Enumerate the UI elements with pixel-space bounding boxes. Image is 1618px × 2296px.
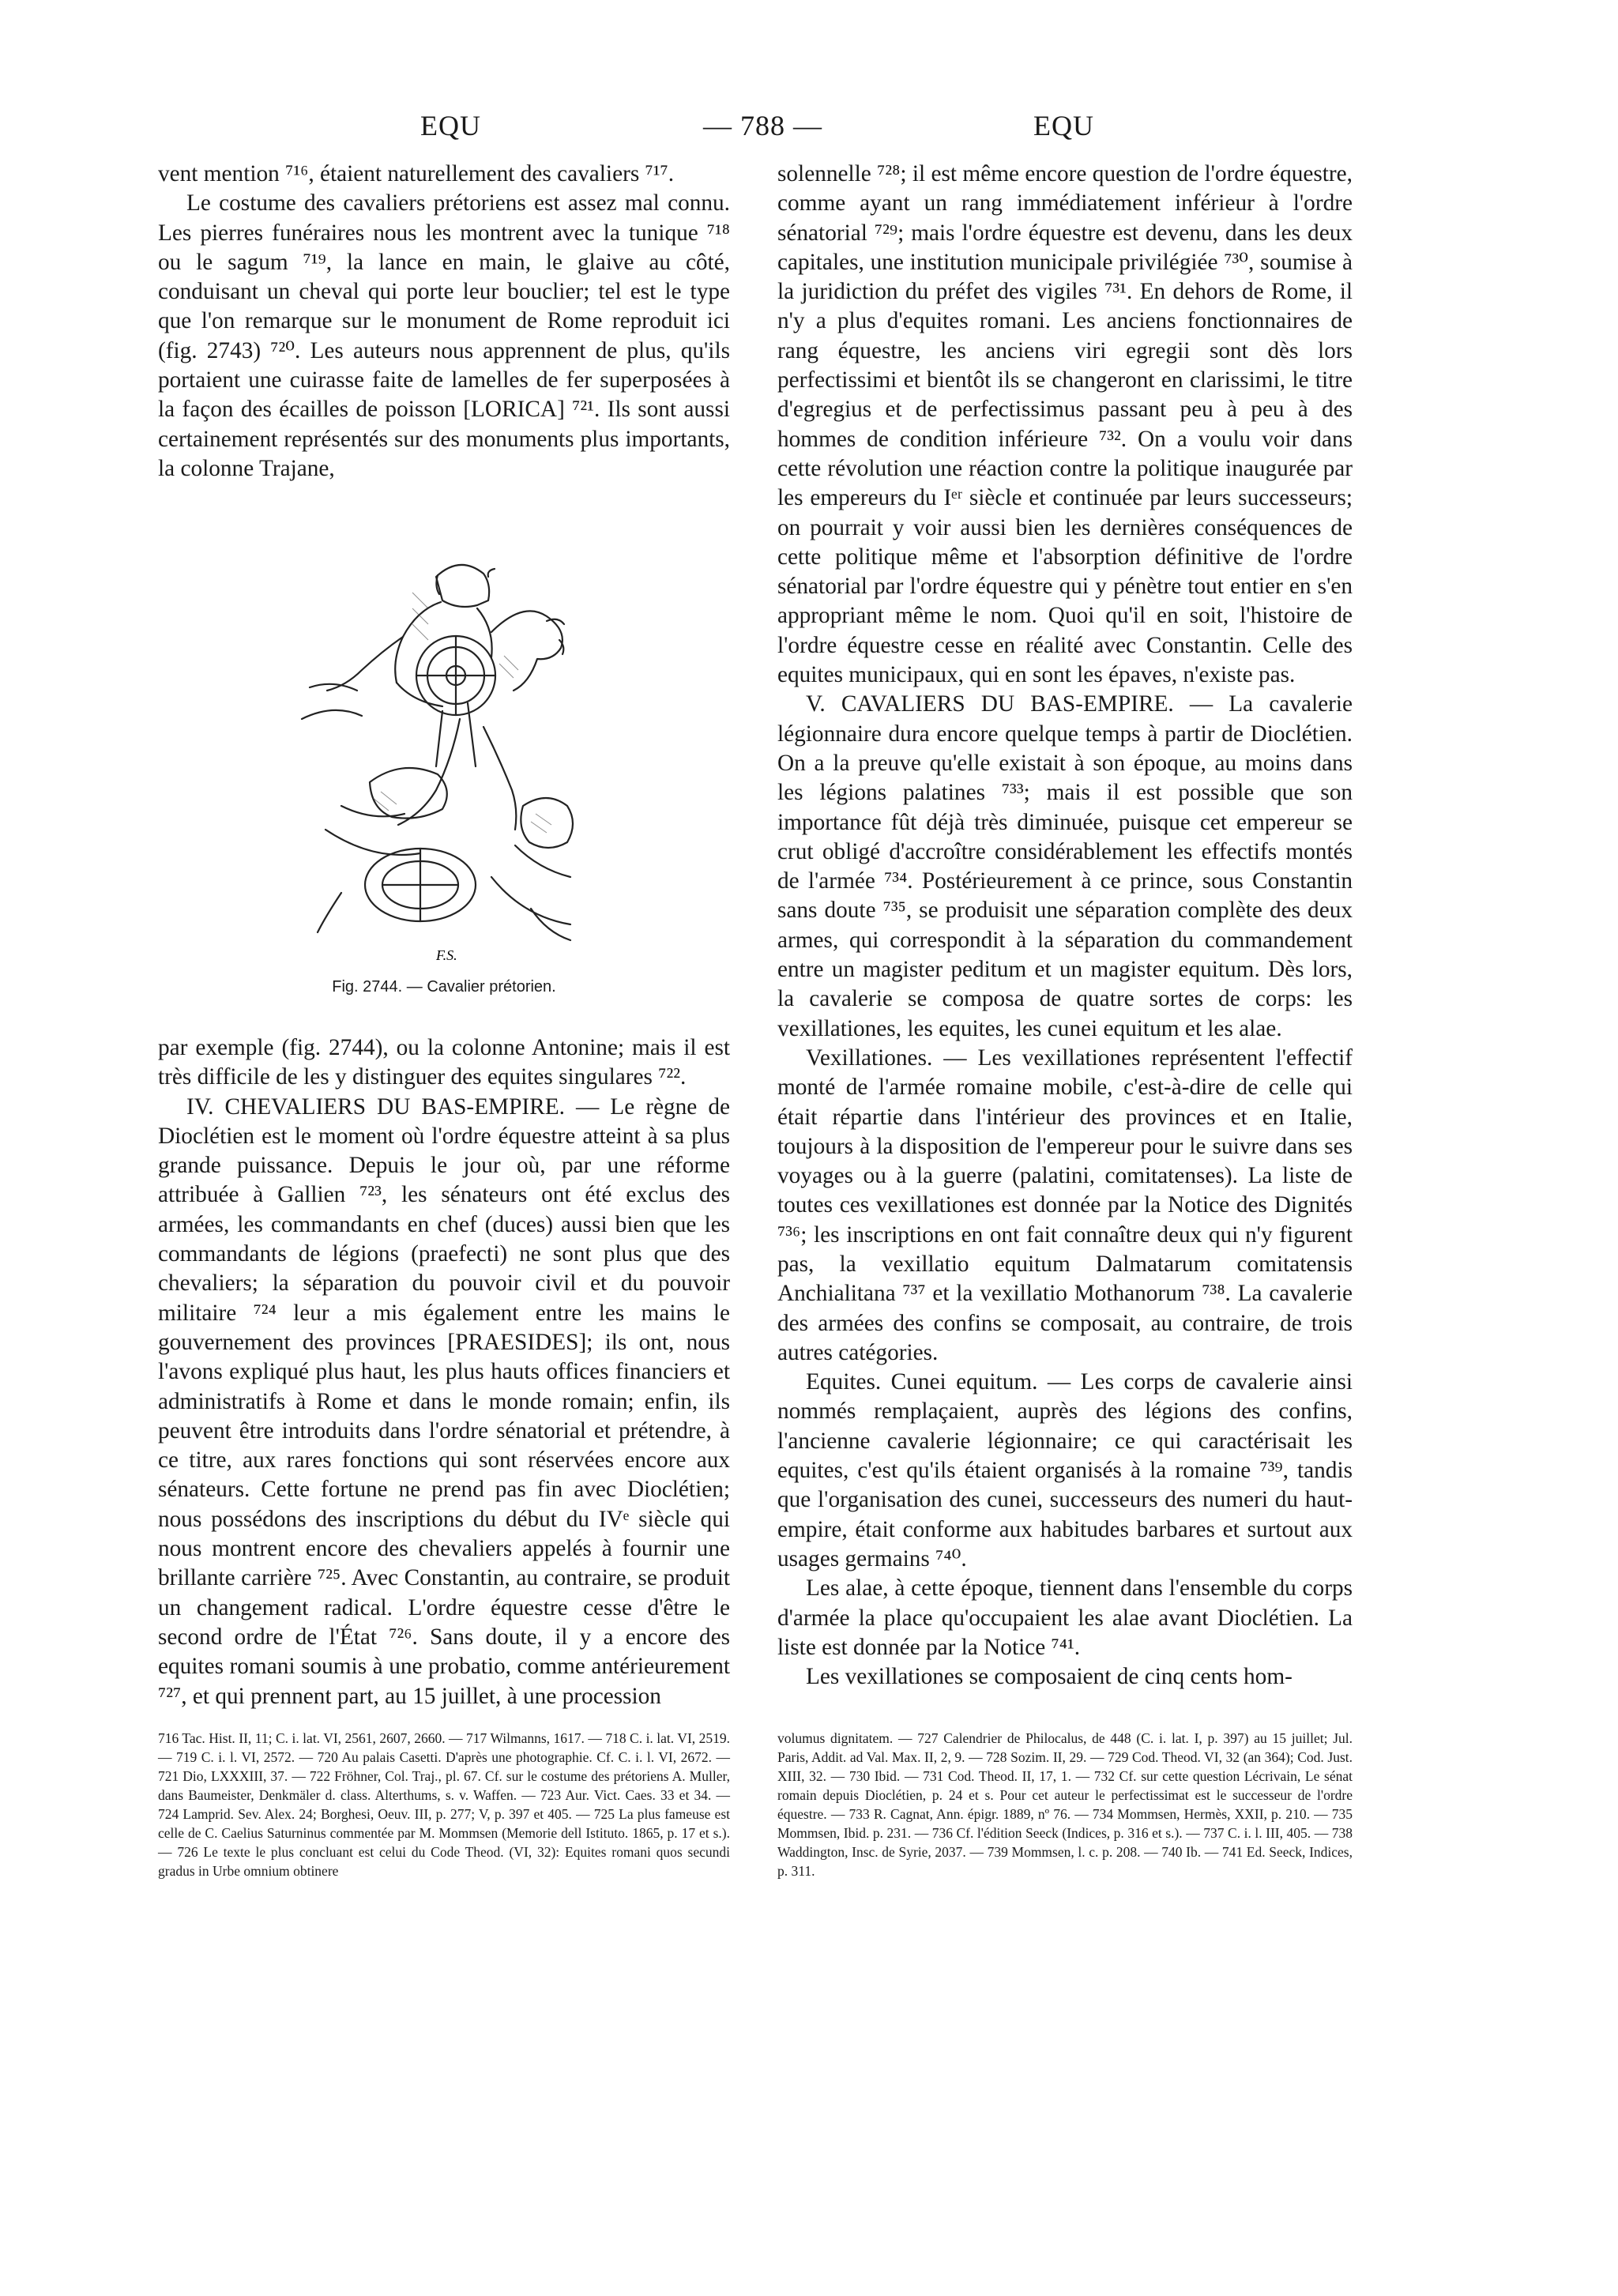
paragraph: Vexillationes. — Les vexillationes représentent l'effectif monté de l'armée romaine mobile, c'est-à-dire de celle qui était répartie dans l'intérieur des provinces et en Italie, toujours à la disposition de l'empereur pour le suivre dans ses voyages ou à la guerre (palatini, comitatenses). La liste de toutes ces vexillationes est donnée par la Notice des Dignités ⁷³⁶; les inscriptions en ont fait connaître deux qui n'y figurent pas, la vexillatio equitum Dalmatarum comitatensis Anchialitana ⁷³⁷ et la vexillatio Mothanorum ⁷³⁸. La cavalerie des armées des confins se composait, au contraire, de trois autres catégories.: [777, 1044, 1353, 1365]
footnotes-right: [777, 1729, 1353, 1880]
footnote-text: volumus dignitatem. — 727 Calendrier de Philocalus, de 448 (C. i. lat. I, p. 397) au 15 juillet; Jul. Paris, Addit. ad Val. Max. II, 2, 9. — 728 Sozim. II, 29. — 729 Cod. Theod. VI, 32 (an 364); Cod. Just. XIII, 32. — 730 Ibid. — 731 Cod. Theod. II, 17, 1. — 732 Cf. sur cette question Lécrivain, Le sénat romain depuis Dioclétien, p. 24 et s. Pour cet auteur le perfectissimat est le successeur de l'ordre équestre. — 733 R. Cagnat, Ann. épigr. 1889, nº 76. — 734 Mommsen, Hermès, XXII, p. 210. — 735 Mommsen, Ibid. p. 231. — 736 Cf. l'édition Seeck (Indices, p. 316 et s.). — 737 C. i. l. III, 405. — 738 Waddington, Insc. de Syrie, 2037. — 739 Mommsen, l. c. p. 208. — 740 Ib. — 741 Ed. Seeck, Indices, p. 311.: [777, 1730, 1353, 1879]
figure-caption: Fig. 2744. — Cavalier prétorien.: [332, 978, 556, 996]
footnote-text: 716 Tac. Hist. II, 11; C. i. lat. VI, 2561, 2607, 2660. — 717 Wilmanns, 1617. — 718 C. i. lat. VI, 2519. — 719 C. i. l. VI, 2572. — 720 Au palais Casetti. D'après une photographie. Cf. C. i. l. VI, 2672. — 721 Dio, LXXXIII, 37. — 722 Fröhner, Col. Traj., pl. 67. Cf. sur le costume des prétoriens A. Muller, dans Baumeister, Denkmäler d. class. Alterthums, s. v. Waffen. — 723 Aur. Vict. Caes. 33 et 34. — 724 Lamprid. Sev. Alex. 24; Borghesi, Oeuv. III, p. 277; V, p. 397 et 405. — 725 La plus fameuse est celle de C. Caelius Saturninus commentée par M. Mommsen (Memorie dell Istituto. 1865, p. 17 et s.). — 726 Le texte le plus concluant est celui du Code Theod. (VI, 32): Equites romani quos secundi gradus in Urbe omnium obtinere: [158, 1730, 730, 1879]
figure-signature: F.S.: [436, 947, 457, 963]
paragraph: vent mention ⁷¹⁶, étaient naturellement des cavaliers ⁷¹⁷.: [158, 161, 675, 186]
paragraph: Le costume des cavaliers prétoriens est assez mal connu. Les pierres funéraires nous les montrent avec la tunique ⁷¹⁸ ou le sagum ⁷¹⁹, la lance en main, le glaive au côté, conduisant un cheval qui porte leur bouclier; tel est le type que l'on remarque sur le monument de Rome reproduit ici (fig. 2743) ⁷²⁰. Les auteurs nous apprennent de plus, qu'ils portaient une cuirasse faite de lamelles de fer superposées à la façon des écailles de poisson [LORICA] ⁷²¹. Ils sont aussi certainement représentés sur des monuments plus importants, la colonne Trajane,: [158, 190, 730, 481]
paragraph: Equites. Cunei equitum. — Les corps de cavalerie ainsi nommés remplaçaient, auprès des légions des confins, l'ancienne cavalerie légionnaire; ce qui caractérisait les equites, c'est qu'ils étaient organisés à la romaine ⁷³⁹, tandis que l'organisation des cunei, successeurs des numeri du haut-empire, était conforme aux habitudes barbares et surtout aux usages germains ⁷⁴⁰.: [777, 1369, 1353, 1571]
paragraph: V. CAVALIERS DU BAS-EMPIRE. — La cavalerie légionnaire dura encore quelque temps à partir de Dioclétien. On a la preuve qu'elle existait à son époque, au moins dans les légions palatines ⁷³³; mais il est possible que son importance fût déjà très diminuée, puisque cet empereur se crut obligé d'accroître considérablement les effectifs montés de l'armée ⁷³⁴. Postérieurement à ce prince, sous Constantin sans doute ⁷³⁵, se produisit une séparation complète des deux armes, qui correspondit à la séparation du commandement entre un magister peditum et un magister equitum. Dès lors, la cavalerie se composa de quatre sortes de corps: les vexillationes, les equites, les cunei equitum et les alae.: [777, 691, 1353, 1041]
right-column: [777, 160, 1353, 1692]
header-left: EQU: [420, 110, 481, 141]
page-number: — 788 —: [703, 110, 822, 141]
cavalier-illustration: [294, 545, 602, 972]
paragraph: par exemple (fig. 2744), ou la colonne Antonine; mais il est très difficile de les y distinguer des equites singulares ⁷²².: [158, 1035, 730, 1090]
paragraph: IV. CHEVALIERS DU BAS-EMPIRE. — Le règne de Dioclétien est le moment où l'ordre équestre atteint à sa plus grande puissance. Depuis le jour où, par une réforme attribuée à Gallien ⁷²³, les sénateurs ont été exclus des armées, les commandants en chef (duces) aussi bien que les commandants de légions (praefecti) ne sont plus que des chevaliers; la séparation du pouvoir civil et du pouvoir militaire ⁷²⁴ leur a mis également entre les mains le gouvernement des provinces [PRAESIDES]; ils ont, nous l'avons expliqué plus haut, les plus hauts offices financiers et administratifs à Rome et dans le monde romain; enfin, ils peuvent être introduits dans l'ordre sénatorial et prétendre, à ce titre, aux rares fonctions qui sont réservées encore aux sénateurs. Cette fortune ne prend pas fin avec Dioclétien; nous possédons des inscriptions du début du IVᵉ siècle qui nous montrent encore des chevaliers appelés à fournir une brillante carrière ⁷²⁵. Avec Constantin, au contraire, se produit un changement radical. L'ordre équestre cesse d'être le second ordre de l'État ⁷²⁶. Sans doute, il y a encore des equites romani soumis à une probatio, comme antérieurement ⁷²⁷, et qui prennent part, au 15 juillet, à une procession: [158, 1093, 730, 1709]
footnotes-left: [158, 1729, 730, 1880]
paragraph: Les alae, à cette époque, tiennent dans l'ensemble du corps d'armée la place qu'occupaient les alae avant Dioclétien. La liste est donnée par la Notice ⁷⁴¹.: [777, 1575, 1353, 1660]
left-column-top: [158, 160, 730, 484]
header-right: EQU: [1033, 110, 1094, 141]
left-column-bottom: [158, 1033, 730, 1711]
paragraph: solennelle ⁷²⁸; il est même encore question de l'ordre équestre, comme ayant un rang immédiatement inférieur à l'ordre sénatorial ⁷²⁹; mais l'ordre équestre est devenu, dans les deux capitales, une institution municipale privilégiée ⁷³⁰, soumise à la juridiction du préfet des vigiles ⁷³¹. En dehors de Rome, il n'y a plus d'equites romani. Les anciens fonctionnaires de rang équestre, les anciens viri egregii sont dès lors perfectissimi et bientôt ils se changeront en clarissimi, le titre d'egregius et de perfectissimus passant peu à peu à des hommes de condition inférieure ⁷³². On a voulu voir dans cette révolution une réaction contre la politique inaugurée par les empereurs du Iᵉʳ siècle et continuée par leurs successeurs; on pourrait y voir aussi bien les dernières conséquences de cette politique même et l'absorption définitive de l'ordre sénatorial par l'ordre équestre qui y pénètre tout entier en s'en appropriant même le nom. Quoi qu'il en soit, l'histoire de l'ordre équestre cesse en réalité avec Constantin. Celle des equites municipaux, qui en sont les épaves, n'existe pas.: [777, 161, 1353, 688]
paragraph: Les vexillationes se composaient de cinq cents hom-: [806, 1664, 1293, 1690]
